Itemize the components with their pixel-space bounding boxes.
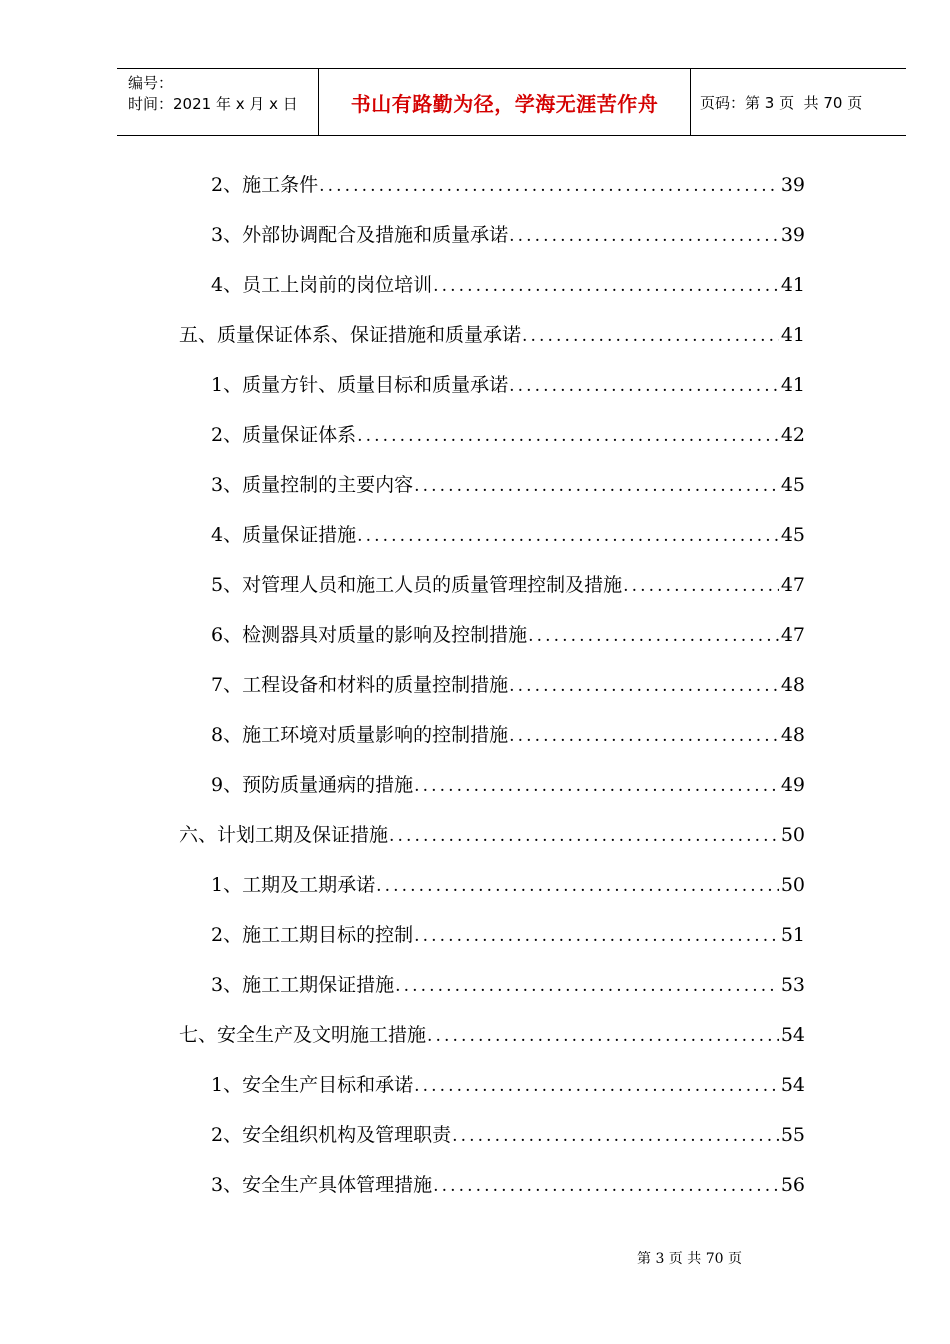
toc-entry[interactable] xyxy=(211,570,805,600)
toc-entry[interactable] xyxy=(211,770,805,800)
header-meta xyxy=(117,69,319,135)
toc-entry-page: 48 xyxy=(780,674,805,696)
toc-entry[interactable] xyxy=(211,870,805,900)
toc-dot-leader xyxy=(508,221,779,251)
toc-section-entry[interactable] xyxy=(179,820,805,850)
toc-entry[interactable] xyxy=(211,220,805,250)
toc-entry-page: 56 xyxy=(780,1174,805,1196)
toc-entry[interactable] xyxy=(211,470,805,500)
toc-entry-label: 3、安全生产具体管理措施 xyxy=(211,1174,433,1196)
toc-entry-page: 45 xyxy=(780,524,805,546)
toc-entry[interactable] xyxy=(211,370,805,400)
toc-dot-leader xyxy=(413,1071,779,1101)
toc-entry-page: 55 xyxy=(780,1124,805,1146)
toc-entry-label: 七、安全生产及文明施工措施 xyxy=(179,1024,427,1046)
toc-entry-page: 47 xyxy=(780,574,805,596)
toc-dot-leader xyxy=(508,671,779,701)
toc-entry-page: 54 xyxy=(780,1074,805,1096)
toc-entry-page: 48 xyxy=(780,724,805,746)
toc-entry-page: 50 xyxy=(780,874,805,896)
toc-dot-leader xyxy=(432,271,779,301)
toc-entry-label: 4、质量保证措施 xyxy=(211,524,357,546)
toc-dot-leader xyxy=(521,321,779,351)
toc-dot-leader xyxy=(413,471,779,501)
toc-dot-leader xyxy=(356,521,779,551)
toc-entry-label: 六、计划工期及保证措施 xyxy=(179,824,389,846)
toc-entry-page: 41 xyxy=(780,324,805,346)
toc-entry[interactable] xyxy=(211,1120,805,1150)
document-id-label: 编号： xyxy=(128,74,174,92)
toc-entry-label: 2、安全组织机构及管理职责 xyxy=(211,1124,452,1146)
toc-dot-leader xyxy=(394,971,779,1001)
toc-entry-label: 3、施工工期保证措施 xyxy=(211,974,395,996)
toc-section-entry[interactable] xyxy=(179,1020,805,1050)
toc-entry-page: 47 xyxy=(780,624,805,646)
toc-entry[interactable] xyxy=(211,670,805,700)
toc-entry-label: 2、施工工期目标的控制 xyxy=(211,924,414,946)
toc-entry[interactable] xyxy=(211,970,805,1000)
toc-entry-label: 五、质量保证体系、保证措施和质量承诺 xyxy=(179,324,522,346)
toc-entry-label: 5、对管理人员和施工人员的质量管理控制及措施 xyxy=(211,574,623,596)
toc-entry[interactable] xyxy=(211,920,805,950)
toc-entry-label: 3、外部协调配合及措施和质量承诺 xyxy=(211,224,509,246)
toc-dot-leader xyxy=(426,1021,779,1051)
toc-entry[interactable] xyxy=(211,170,805,200)
toc-dot-leader xyxy=(413,771,779,801)
toc-entry[interactable] xyxy=(211,620,805,650)
toc-entry[interactable] xyxy=(211,270,805,300)
toc-dot-leader xyxy=(622,571,779,601)
toc-dot-leader xyxy=(527,621,779,651)
toc-entry-label: 1、安全生产目标和承诺 xyxy=(211,1074,414,1096)
toc-entry-label: 3、质量控制的主要内容 xyxy=(211,474,414,496)
toc-dot-leader xyxy=(413,921,779,951)
header-motto: 书山有路勤为径，学海无涯苦作舟 xyxy=(319,69,691,135)
toc-entry-page: 39 xyxy=(780,174,805,196)
toc-entry-page: 42 xyxy=(780,424,805,446)
toc-entry-page: 39 xyxy=(780,224,805,246)
toc-entry-page: 41 xyxy=(780,274,805,296)
toc-entry-label: 7、工程设备和材料的质量控制措施 xyxy=(211,674,509,696)
toc-entry-label: 4、员工上岗前的岗位培训 xyxy=(211,274,433,296)
toc-entry-page: 41 xyxy=(780,374,805,396)
toc-entry-label: 1、工期及工期承诺 xyxy=(211,874,376,896)
toc-entry-page: 49 xyxy=(780,774,805,796)
toc-dot-leader xyxy=(356,421,779,451)
toc-dot-leader xyxy=(388,821,779,851)
toc-dot-leader xyxy=(432,1171,779,1201)
header-page-info: 页码：第 3 页 共 70 页 xyxy=(700,93,863,112)
toc-entry-label: 8、施工环境对质量影响的控制措施 xyxy=(211,724,509,746)
toc-dot-leader xyxy=(375,871,779,901)
toc-dot-leader xyxy=(508,371,779,401)
toc-entry-label: 1、质量方针、质量目标和质量承诺 xyxy=(211,374,509,396)
toc-entry[interactable] xyxy=(211,520,805,550)
toc-dot-leader xyxy=(508,721,779,751)
toc-entry-label: 9、预防质量通病的措施 xyxy=(211,774,414,796)
toc-entry[interactable] xyxy=(211,1170,805,1200)
toc-dot-leader xyxy=(318,171,779,201)
toc-entry-page: 54 xyxy=(780,1024,805,1046)
toc-entry-page: 50 xyxy=(780,824,805,846)
toc-entry-page: 51 xyxy=(780,924,805,946)
toc-entry-label: 2、质量保证体系 xyxy=(211,424,357,446)
toc-entry[interactable] xyxy=(211,1070,805,1100)
footer-page-number: 第 3 页 共 70 页 xyxy=(637,1251,742,1267)
toc-dot-leader xyxy=(451,1121,779,1151)
toc-entry-label: 2、施工条件 xyxy=(211,174,319,196)
page-header xyxy=(117,68,906,136)
toc-entry-label: 6、检测器具对质量的影响及控制措施 xyxy=(211,624,528,646)
toc-entry-page: 53 xyxy=(780,974,805,996)
toc-entry-page: 45 xyxy=(780,474,805,496)
document-time-label: 时间：2021 年 x 月 x 日 xyxy=(128,95,298,113)
toc-entry[interactable] xyxy=(211,420,805,450)
toc-entry[interactable] xyxy=(211,720,805,750)
toc-section-entry[interactable] xyxy=(179,320,805,350)
